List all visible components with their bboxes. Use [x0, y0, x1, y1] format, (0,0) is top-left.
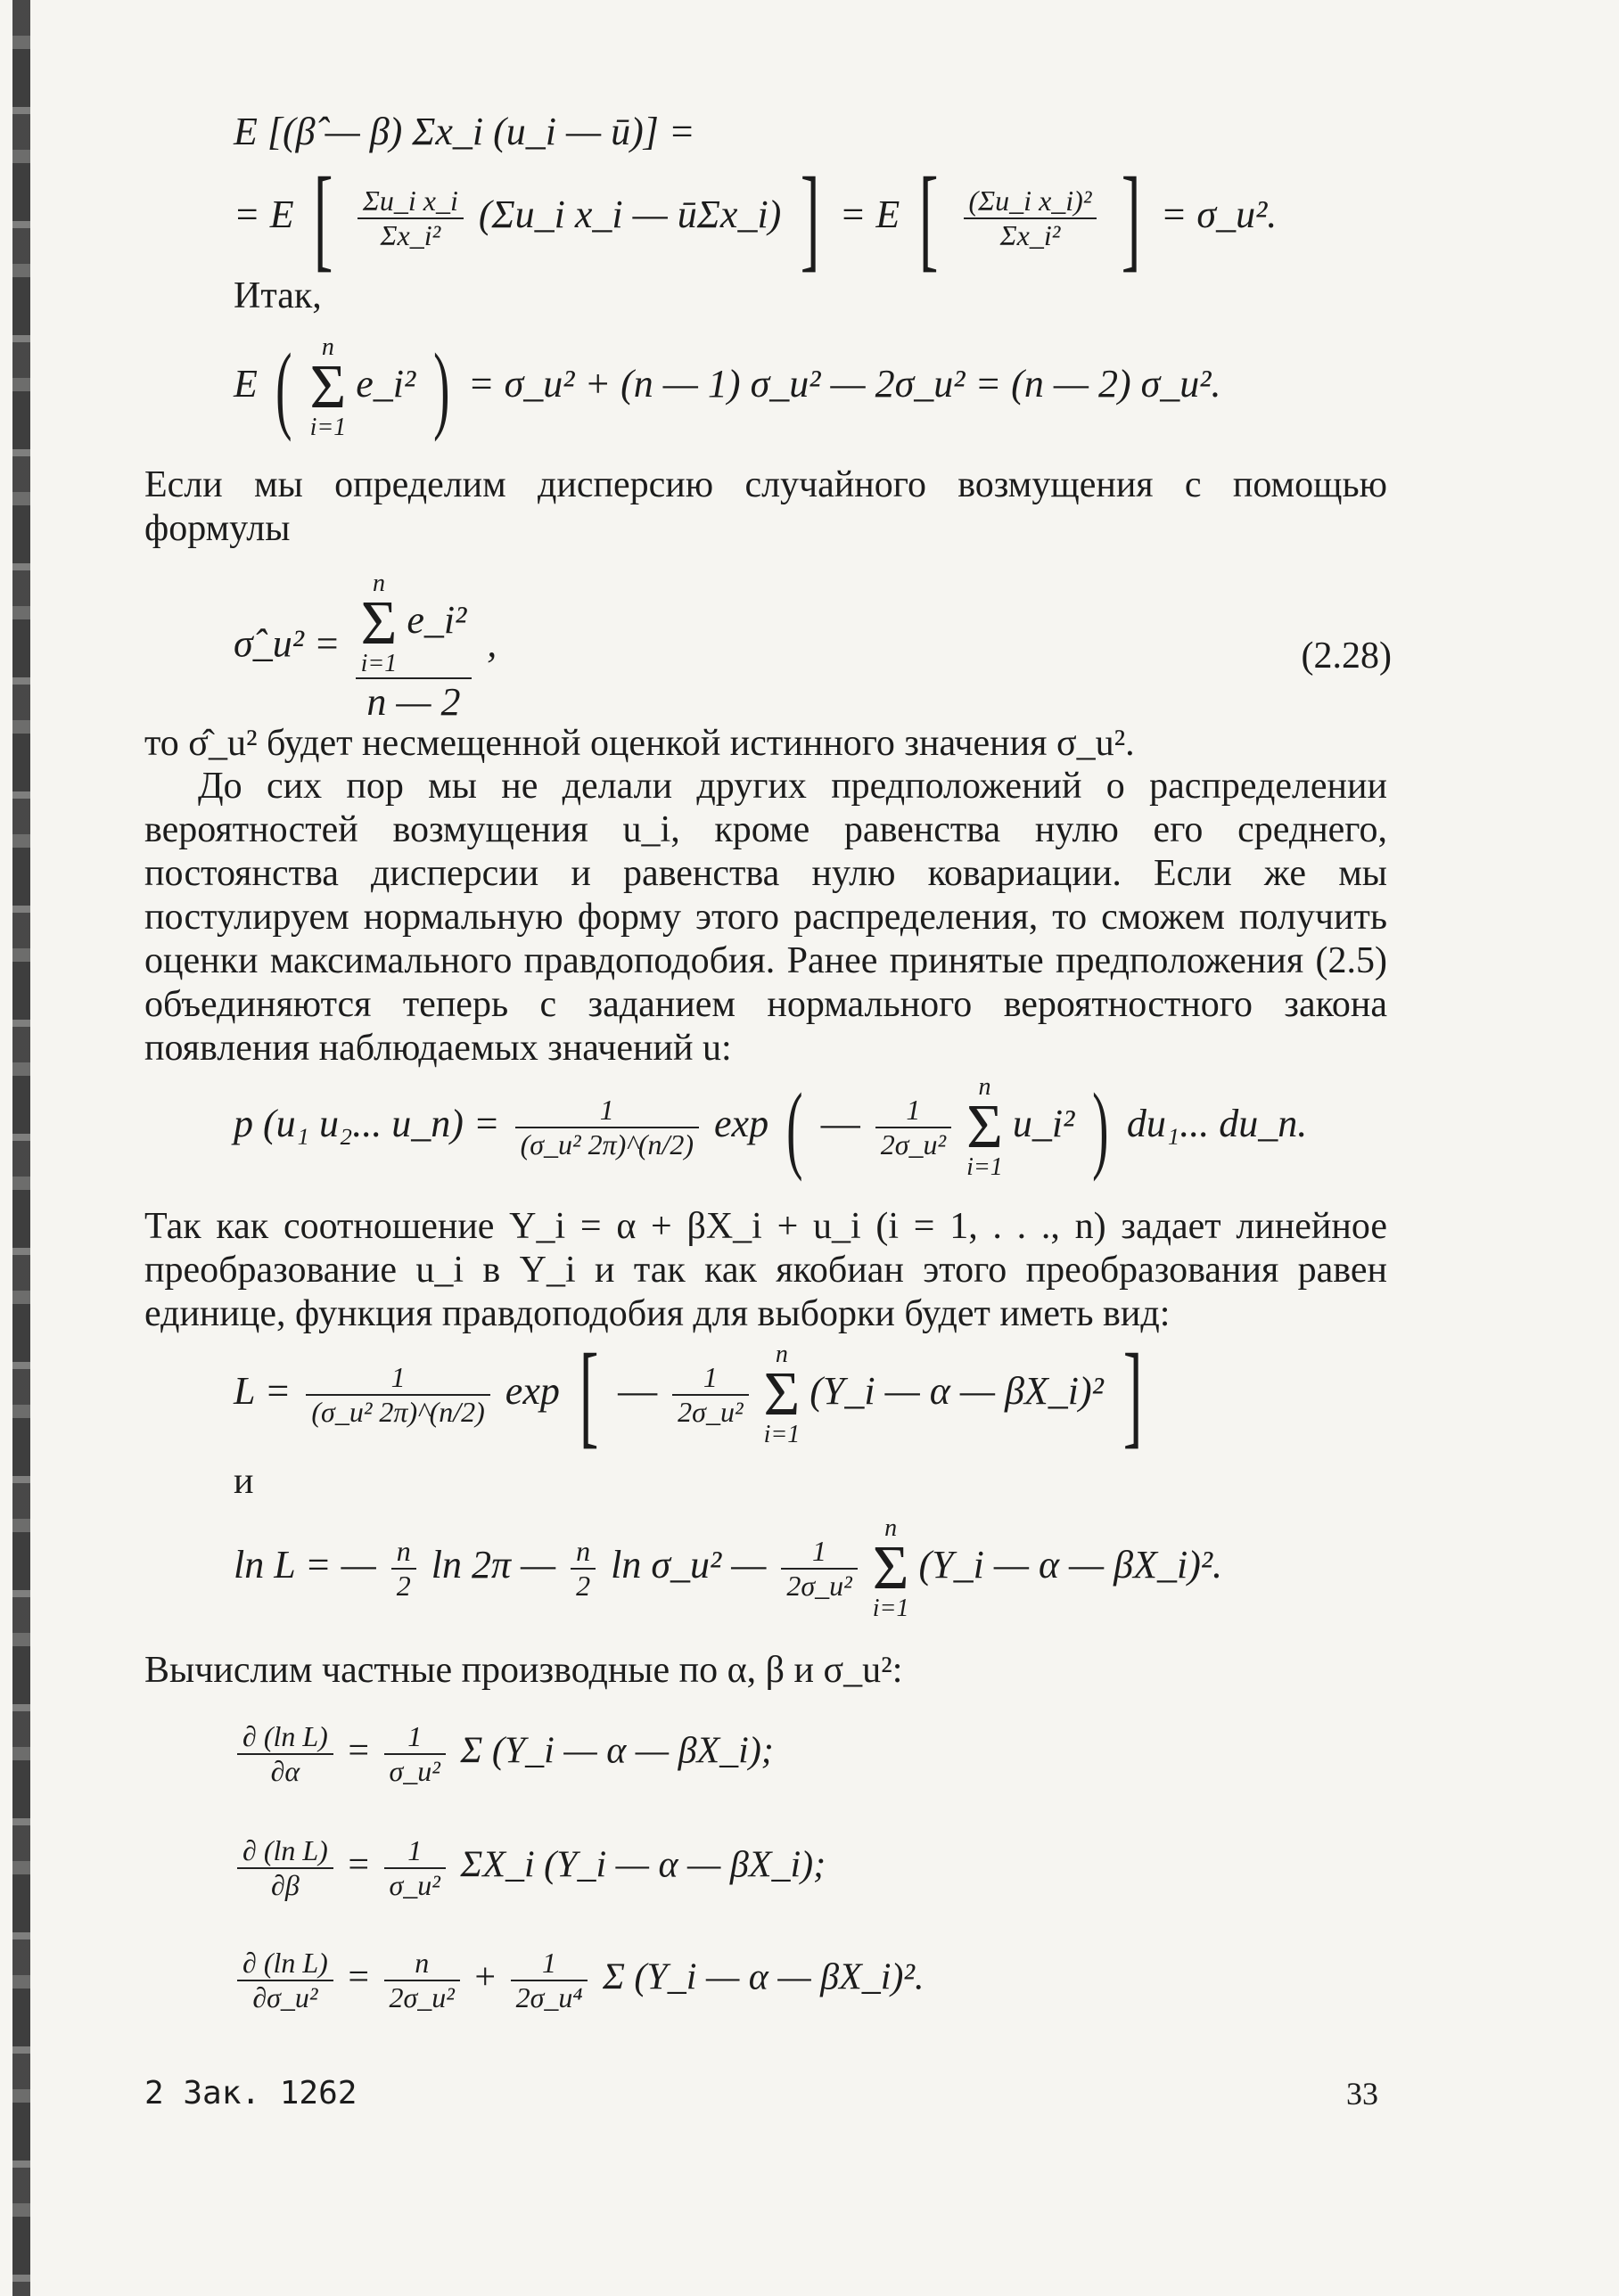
fraction [571, 1535, 596, 1603]
denominator: 2σ_u⁴ [515, 1981, 583, 2013]
sigma-glyph: Σ [360, 589, 398, 658]
formula-likelihood [234, 1331, 1152, 1459]
sum-lower-limit: i=1 [872, 1595, 909, 1622]
sum-symbol [873, 1515, 909, 1622]
left-bracket: [ [579, 1331, 599, 1459]
sigma-glyph: Σ [309, 353, 347, 422]
denominator: ∂α [270, 1755, 300, 1787]
denominator: ∂σ_u² [252, 1981, 318, 2013]
formula-part: ΣX_i (Y_i — α — βX_i); [460, 1844, 826, 1886]
formula-derivative-sigma [232, 1947, 925, 2014]
denominator: (σ_u² 2π)^(n/2) [311, 1396, 485, 1428]
denominator: 2 [576, 1570, 591, 1602]
sum-lower-limit: i=1 [966, 1153, 1003, 1181]
denominator: 2σ_u² [786, 1570, 852, 1602]
formula-part: = σ_u² + (n — 1) σ_u² — 2σ_u² = (n — 2) σ_u². [467, 362, 1221, 406]
denominator: 2σ_u² [678, 1396, 744, 1428]
denominator: Σx_i² [999, 219, 1061, 251]
formula-density [234, 1070, 1307, 1185]
fraction [391, 1535, 416, 1603]
denominator: (σ_u² 2π)^(n/2) [520, 1128, 694, 1160]
formula-sum-residuals [234, 330, 1221, 446]
numerator: 1 [384, 1834, 446, 1869]
formula-log-likelihood [234, 1515, 1222, 1622]
fraction [515, 1094, 699, 1161]
conjunction-and: и [234, 1461, 254, 1502]
minus-sign: — [618, 1369, 658, 1414]
sum-symbol [361, 570, 398, 677]
sum-upper-limit: n [884, 1514, 898, 1542]
sum-upper-limit: n [775, 1341, 788, 1368]
formula-part: (Y_i — α — βX_i)² [810, 1369, 1104, 1414]
sum-symbol [764, 1341, 801, 1448]
fraction [237, 1834, 333, 1902]
sum-upper-limit: n [372, 570, 385, 597]
denominator: 2 [396, 1570, 411, 1602]
formula-part: (Y_i — α — βX_i)². [918, 1543, 1223, 1587]
minus-sign: — [820, 1102, 860, 1146]
numerator: 1 [384, 1720, 446, 1755]
footer-order-number: 2 Зак. 1262 [144, 2075, 357, 2112]
denominator: σ_u² [389, 1869, 440, 1901]
right-paren: ) [433, 333, 450, 442]
left-paren: ( [786, 1073, 803, 1182]
formula-part: (Σu_i x_i — ūΣx_i) [478, 193, 782, 237]
fraction [237, 1947, 333, 2014]
formula-part: E [234, 362, 258, 406]
left-bracket: [ [313, 154, 333, 283]
formula-part: p (u₁ u₂... u_n) = [234, 1102, 500, 1146]
numerator: 1 [515, 1094, 699, 1128]
formula-part: du₁... du_n. [1126, 1102, 1308, 1146]
formula-part: Σ (Y_i — α — βX_i)². [602, 1956, 925, 1998]
denominator: ∂β [271, 1869, 300, 1901]
fraction [237, 1720, 333, 1788]
numerator: Σu_i x_i [357, 184, 464, 219]
formula-derivative-beta [232, 1834, 826, 1902]
formula-part: = E [839, 193, 900, 237]
right-bracket: ] [1122, 154, 1141, 283]
fraction [781, 1535, 857, 1603]
formula-part: exp [714, 1102, 769, 1146]
numerator: n [384, 1947, 460, 1981]
paragraph-normal-assumption: До сих пор мы не делали других предположений о распределении вероятностей возмущения u_i, кроме равенства нулю его среднего, постоянства дисперсии и равенства нулю ковариации. Если же мы постулируем нормальную форму этого распределения, то сможем получить оценки максимального правдоподобия. Ранее принятые предположения (2.5) объединяются теперь с заданием нормального вероятностного закона появления наблюдаемых значений u: [144, 766, 1387, 1069]
fraction [306, 1361, 489, 1429]
denominator: 2σ_u² [880, 1128, 947, 1160]
formula-2-28 [234, 570, 497, 725]
formula-part: e_i² [407, 598, 467, 643]
numerator: 1 [875, 1094, 951, 1128]
sum-upper-limit: n [978, 1073, 991, 1101]
numerator: 1 [672, 1361, 748, 1396]
sigma-glyph: Σ [763, 1360, 801, 1429]
fraction [875, 1094, 951, 1161]
fraction [357, 184, 464, 252]
equation-number: (2.28) [1301, 636, 1392, 676]
sigma-glyph: Σ [872, 1534, 909, 1603]
equals-sign: = [348, 1844, 369, 1886]
numerator: 1 [306, 1361, 489, 1396]
left-paren: ( [275, 333, 292, 442]
sum-upper-limit: n [321, 333, 334, 361]
formula-part: , [487, 621, 497, 666]
equals-sign: = [348, 1730, 369, 1772]
sum-lower-limit: i=1 [763, 1421, 801, 1448]
denominator: 2σ_u² [389, 1981, 455, 2013]
formula-expectation-line1 [234, 109, 695, 154]
numerator [356, 570, 473, 679]
paragraph-dispersion-intro: Если мы определим дисперсию случайного возмущения с помощью формулы [144, 464, 1387, 549]
numerator: n [571, 1535, 596, 1570]
formula-part: e_i² [356, 362, 416, 406]
page-number: 33 [1346, 2076, 1378, 2112]
left-bracket: [ [919, 154, 939, 283]
formula-part: u_i² [1012, 1102, 1075, 1146]
plus-sign: + [474, 1956, 497, 1998]
formula-derivative-alpha [232, 1720, 774, 1788]
numerator: 1 [511, 1947, 588, 1981]
formula-part: Σ (Y_i — α — βX_i); [460, 1730, 774, 1772]
itak-label: Итак, [234, 275, 322, 316]
right-bracket: ] [801, 154, 820, 283]
denominator: Σx_i² [380, 219, 441, 251]
numerator: 1 [781, 1535, 857, 1570]
fraction [384, 1834, 446, 1902]
numerator: ∂ (ln L) [237, 1834, 333, 1869]
formula-part: ln L = — [234, 1543, 376, 1587]
fraction [356, 570, 473, 725]
sum-symbol [310, 334, 347, 441]
denominator: n — 2 [366, 680, 461, 724]
numerator: n [391, 1535, 416, 1570]
formula-part: exp [505, 1369, 560, 1414]
paragraph-unbiased: то σ̂_u² будет несмещенной оценкой истинного значения σ_u². [144, 723, 1135, 764]
right-bracket: ] [1122, 1331, 1143, 1459]
fraction [511, 1947, 588, 2014]
fraction [384, 1720, 446, 1788]
formula-part: = E [234, 193, 294, 237]
fraction [384, 1947, 460, 2014]
formula-part: ln 2π — [431, 1543, 556, 1587]
sigma-glyph: Σ [966, 1093, 1003, 1161]
fraction [964, 184, 1097, 252]
formula-text: E [(β̂ — β) Σx_i (u_i — ū)] = [234, 110, 695, 153]
numerator: ∂ (ln L) [237, 1947, 333, 1981]
numerator: ∂ (ln L) [237, 1720, 333, 1755]
fraction [672, 1361, 748, 1429]
sum-lower-limit: i=1 [360, 650, 398, 677]
formula-part: σ̂_u² = [234, 621, 341, 666]
paragraph-partial-derivatives: Вычислим частные производные по α, β и σ_u²: [144, 1650, 903, 1691]
equals-sign: = [348, 1956, 369, 1998]
paragraph-jacobian: Так как соотношение Y_i = α + βX_i + u_i (i = 1, . . ., n) задает линейное преобразование u_i в Y_i и так как якобиан этого преобразования равен единице, функция правдоподобия для выборки будет иметь вид: [144, 1206, 1387, 1334]
formula-expectation-line2 [234, 154, 1278, 283]
numerator: (Σu_i x_i)² [964, 184, 1097, 219]
right-paren: ) [1092, 1073, 1109, 1182]
sum-symbol [966, 1074, 1003, 1181]
formula-part: ln σ_u² — [611, 1543, 767, 1587]
denominator: σ_u² [389, 1755, 440, 1787]
formula-part: = σ_u². [1160, 193, 1278, 237]
formula-part: L = [234, 1369, 292, 1414]
sum-lower-limit: i=1 [309, 414, 347, 441]
